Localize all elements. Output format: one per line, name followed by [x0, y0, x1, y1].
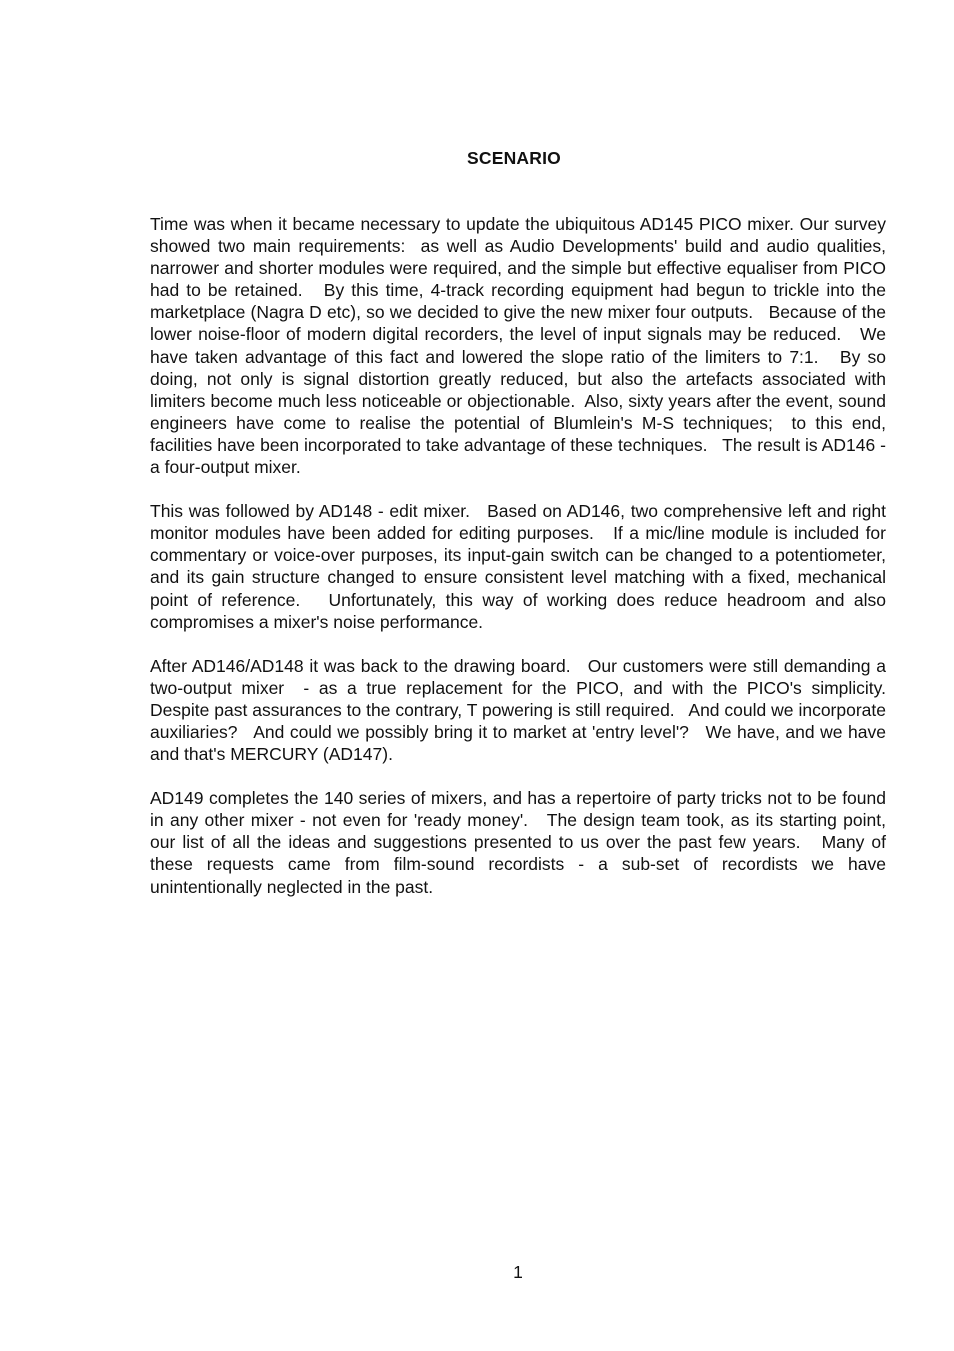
paragraph-2: This was followed by AD148 - edit mixer. Based on AD146, two comprehensive left and right monitor modules have been added for editing purposes. If a mic/line module is included for commentary or voice-over purposes, its input-gain switch can be changed to a potentiometer, and its gain structure changed to ensure consistent level matching with a fixed, mechanical point of reference. Unfortunately, this way of working does reduce headroom and also compromises a mixer's noise performance. [150, 501, 891, 632]
paragraph-3: After AD146/AD148 it was back to the drawing board. Our customers were still demanding a two-output mixer - as a true replacement for the PICO, and with the PICO's simplicity. Despite past assurances to the contrary, T powering is still required. And could we incorporate auxiliaries? And could we possibly bring it to market at 'entry level'? We have, and we have and that's MERCURY (AD147). [150, 655, 901, 765]
page-number [0, 1261, 954, 1283]
paragraph-4: AD149 completes the 140 series of mixers, and has a repertoire of party tricks not to be found in any other mixer - not even for 'ready money'. The design team took, as its starting point, our list of all the ideas and suggestions presented to us over the past few years. Many of these requests came from film-sound recordists - a sub-set of recordists we have unintentionally neglected in the past. [150, 788, 891, 897]
page-number-text: 1 [513, 1262, 523, 1282]
page-title-text: SCENARIO [467, 148, 561, 168]
paragraph-1: Time was when it became necessary to update the ubiquitous AD145 PICO mixer. Our survey showed two main requirements: as well as Audio Developments' build and audio qualities, narrower and shorter modules were required, and the simple but effective equaliser from PICO had to be retained. By this time, 4-track recording equipment had begun to trickle into the marketplace (Nagra D etc), so we decided to give the new mixer four outputs. Because of the lower noise-floor of modern digital recorders, the level of input signals may be reduced. We have taken advantage of this fact and lowered the slope ratio of the limiters to 7:1. By so doing, not only is signal distortion greatly reduced, but also the artefacts associated with limiters become much less noticeable or objectionable. Also, sixty years after the event, sound engineers have come to realise the potential of Blumlein's M-S techniques; to this end, facilities have been incorporated to take advantage of these techniques. The result is AD146 - a four-output mixer. [150, 214, 891, 478]
body-text [150, 213, 901, 920]
page-title [150, 147, 886, 169]
